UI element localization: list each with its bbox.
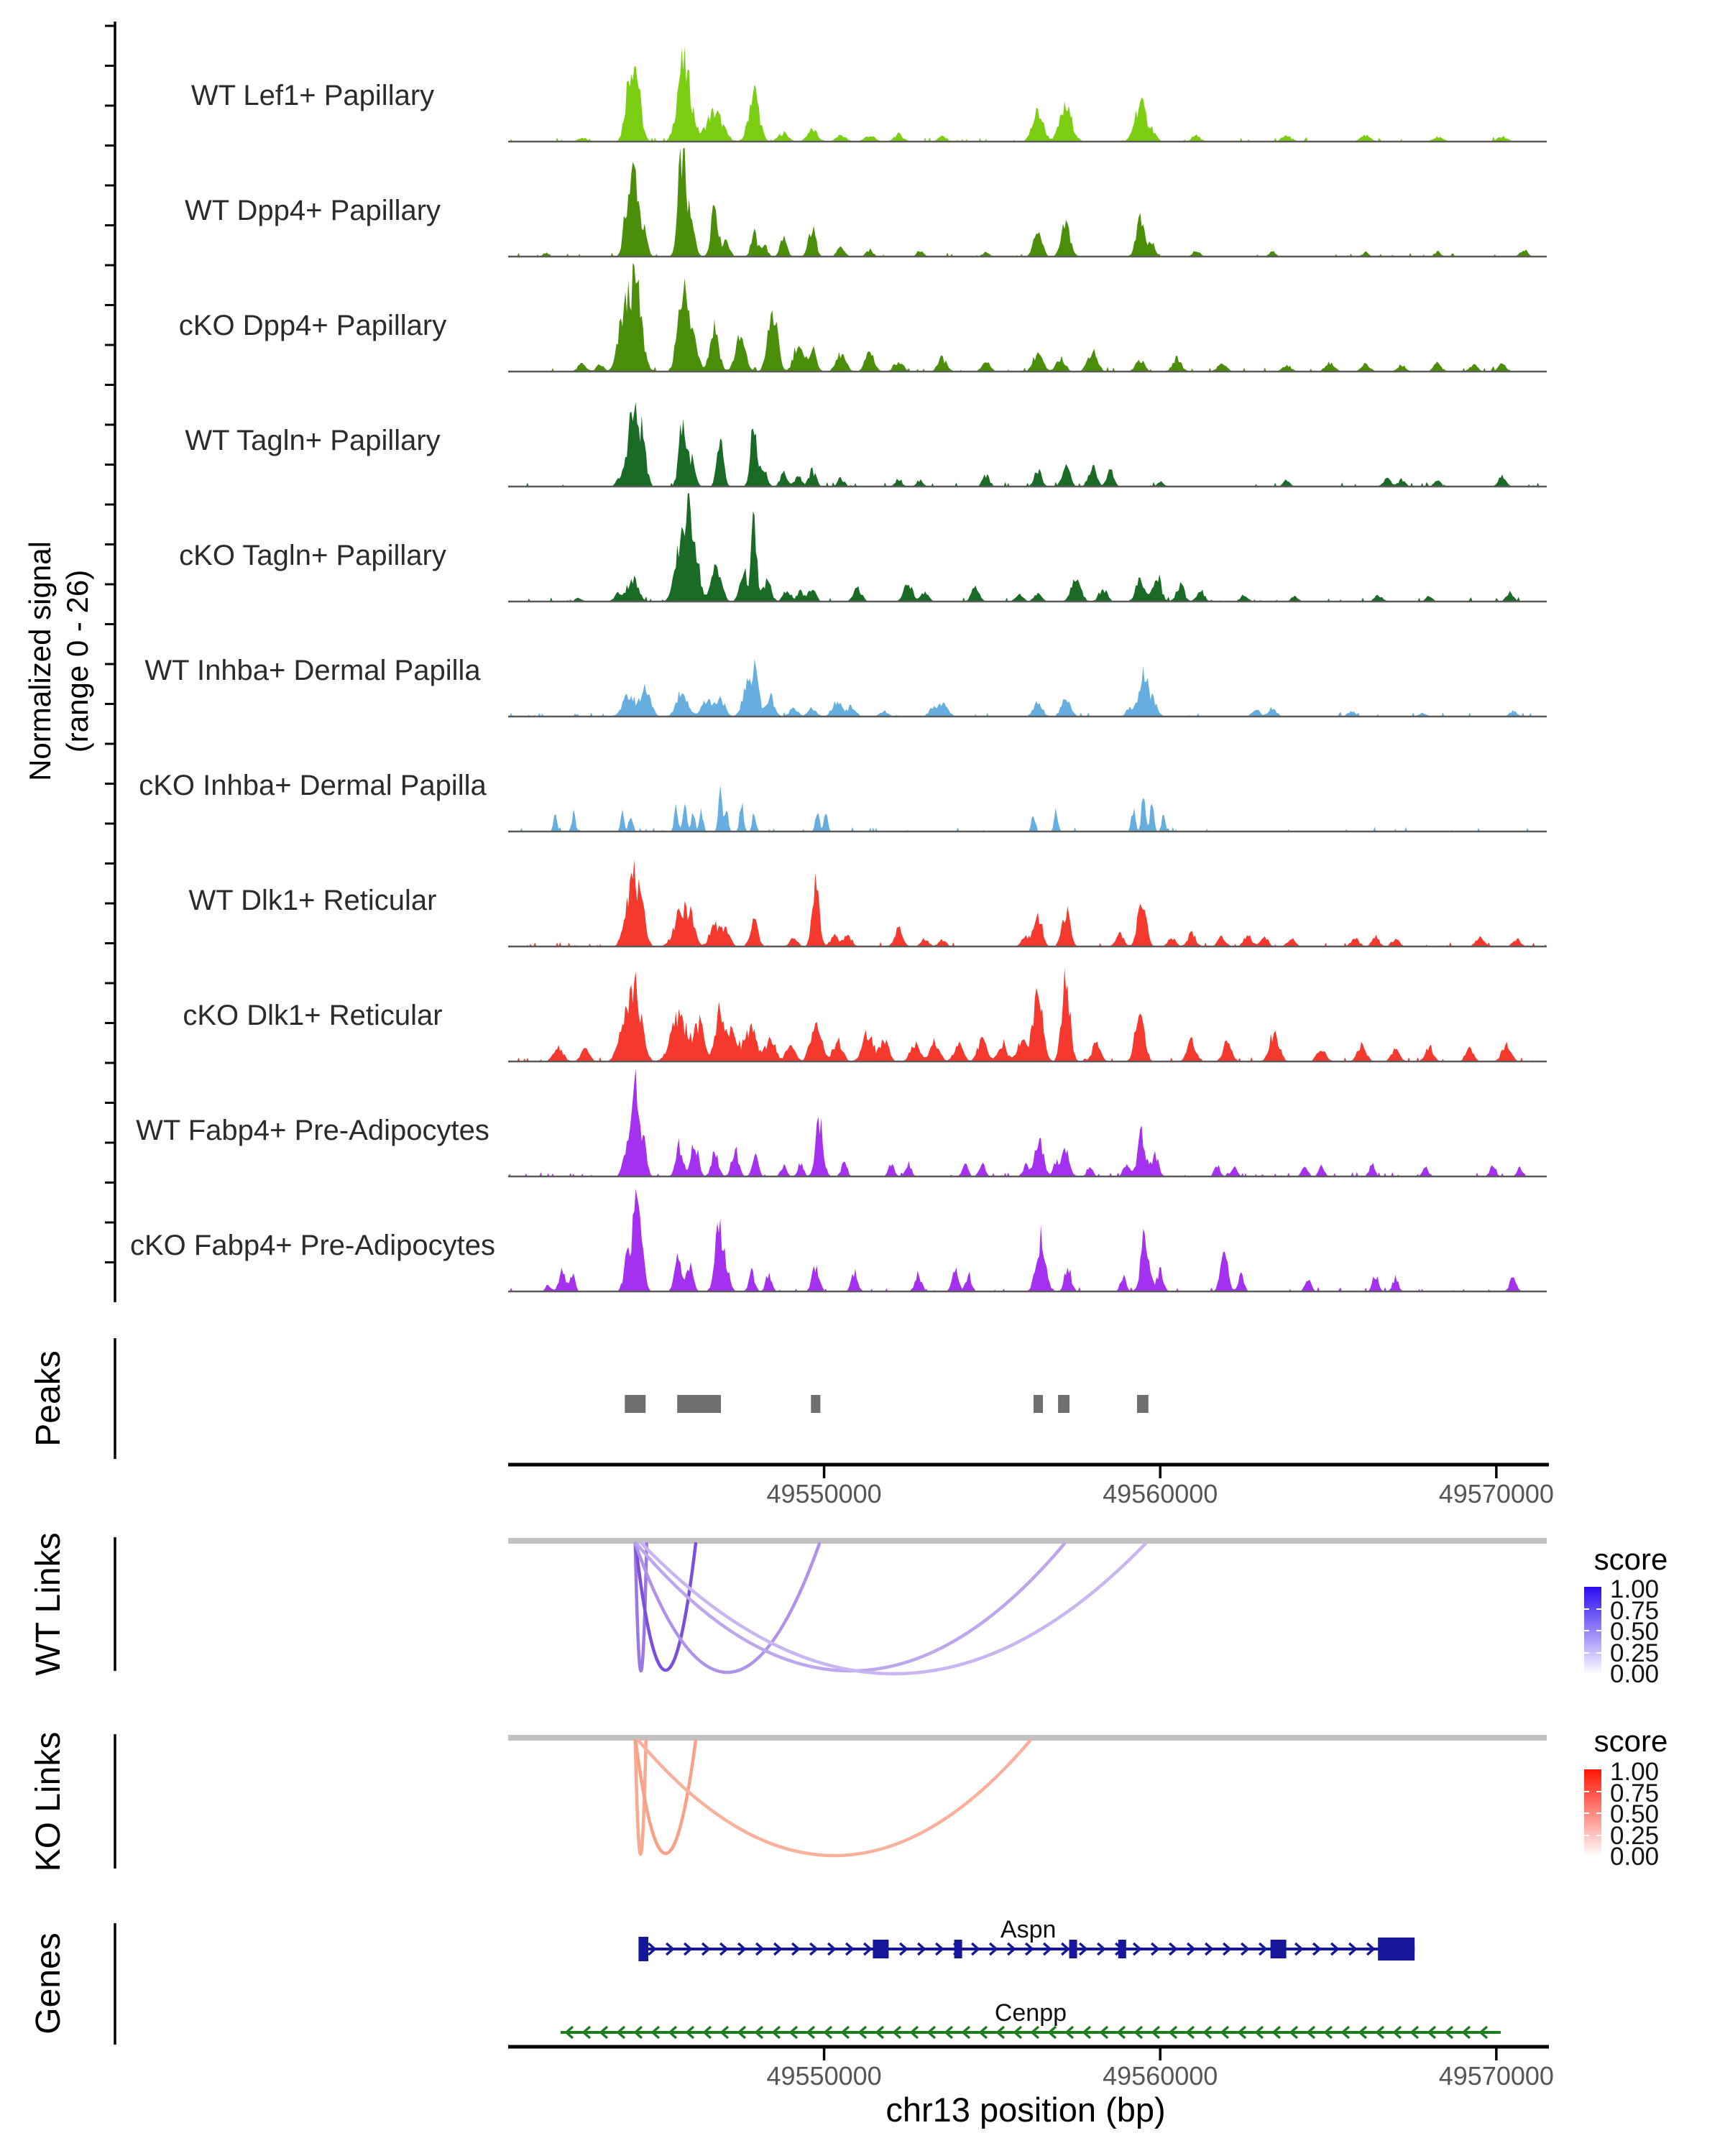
ko-score-legend-title: score [1593, 1724, 1668, 1758]
peaks-axis-tick-label: 49550000 [766, 1479, 882, 1508]
signal-area-3 [508, 263, 1547, 372]
signal-area-7 [508, 786, 1547, 831]
ko-legend-value: 0.75 [1610, 1779, 1660, 1807]
ko-legend-value: 0.50 [1610, 1800, 1660, 1828]
track-label-11: cKO Fabp4+ Pre-Adipocytes [129, 1230, 496, 1261]
gene-name-Aspn: Aspn [1000, 1916, 1057, 1943]
gene-start-exon-Aspn [638, 1937, 648, 1961]
peak-rect-3 [811, 1395, 820, 1413]
gene-name-Cenpp: Cenpp [994, 1999, 1067, 2027]
track-label-7: cKO Inhba+ Dermal Papilla [139, 770, 487, 801]
signal-area-8 [508, 860, 1547, 946]
genes-axis-tick-label: 49570000 [1438, 2061, 1554, 2091]
signal-area-2 [508, 148, 1547, 257]
peak-rect-1 [625, 1395, 645, 1413]
signal-area-9 [508, 968, 1547, 1061]
wt-legend-value: 1.00 [1610, 1575, 1660, 1603]
peaks-section-label: Peaks [29, 1350, 68, 1447]
gene-exon-Aspn-3 [1070, 1940, 1077, 1958]
ko-legend-value: 0.25 [1610, 1821, 1660, 1850]
gene-exon-Aspn-5 [1271, 1940, 1287, 1958]
track-label-1: WT Lef1+ Papillary [190, 80, 435, 111]
signal-area-5 [508, 493, 1547, 602]
wt-legend-value: 0.50 [1610, 1618, 1660, 1646]
track-label-9: cKO Dlk1+ Reticular [183, 1000, 443, 1031]
track-label-2: WT Dpp4+ Papillary [184, 195, 441, 226]
signal-area-11 [508, 1189, 1547, 1291]
ko-link-ideogram-bar [508, 1735, 1547, 1741]
ko-legend-value: 0.00 [1610, 1843, 1660, 1871]
track-label-4: WT Tagln+ Papillary [185, 425, 441, 456]
peaks-axis-tick-label: 49560000 [1103, 1479, 1218, 1508]
peak-rect-6 [1137, 1395, 1149, 1413]
track-label-8: WT Dlk1+ Reticular [188, 885, 437, 916]
wt-links-section-label: WT Links [29, 1532, 68, 1676]
track-label-5: cKO Tagln+ Papillary [179, 540, 446, 571]
wt-legend-value: 0.75 [1610, 1596, 1660, 1625]
signal-area-6 [508, 659, 1547, 717]
peak-rect-4 [1034, 1395, 1043, 1413]
genes-axis-tick-label: 49550000 [766, 2061, 882, 2091]
signal-area-1 [508, 46, 1547, 142]
wt-link-ideogram-bar [508, 1538, 1547, 1544]
wt-legend-value: 0.25 [1610, 1639, 1660, 1667]
ko-legend-value: 1.00 [1610, 1758, 1660, 1786]
track-label-3: cKO Dpp4+ Papillary [178, 310, 447, 341]
peak-rect-5 [1058, 1395, 1070, 1413]
wt-link-arc-5 [642, 1544, 1146, 1674]
ko-link-arc-3 [638, 1741, 1030, 1856]
ko-links-section-label: KO Links [29, 1731, 68, 1872]
signal-area-10 [508, 1069, 1547, 1176]
wt-score-legend-title: score [1593, 1542, 1668, 1576]
gene-exon-Aspn-2 [954, 1940, 962, 1958]
genes-axis-tick-label: 49560000 [1103, 2061, 1218, 2091]
track-label-6: WT Inhba+ Dermal Papilla [144, 655, 481, 686]
peak-rect-2 [677, 1395, 721, 1413]
gene-end-exon-Aspn [1378, 1938, 1414, 1961]
genes-section-label: Genes [29, 1932, 68, 2035]
signal-axis-label-line1: Normalized signal [23, 541, 57, 781]
x-axis-title: chr13 position (bp) [886, 2091, 1166, 2129]
gene-exon-Aspn-1 [873, 1940, 888, 1958]
track-label-10: WT Fabp4+ Pre-Adipocytes [136, 1115, 489, 1146]
signal-axis-label-line2: (range 0 - 26) [60, 569, 94, 753]
signal-area-4 [508, 402, 1547, 487]
peaks-axis-tick-label: 49570000 [1438, 1479, 1554, 1508]
wt-legend-value: 0.00 [1610, 1660, 1660, 1688]
gene-exon-Aspn-4 [1118, 1940, 1126, 1958]
